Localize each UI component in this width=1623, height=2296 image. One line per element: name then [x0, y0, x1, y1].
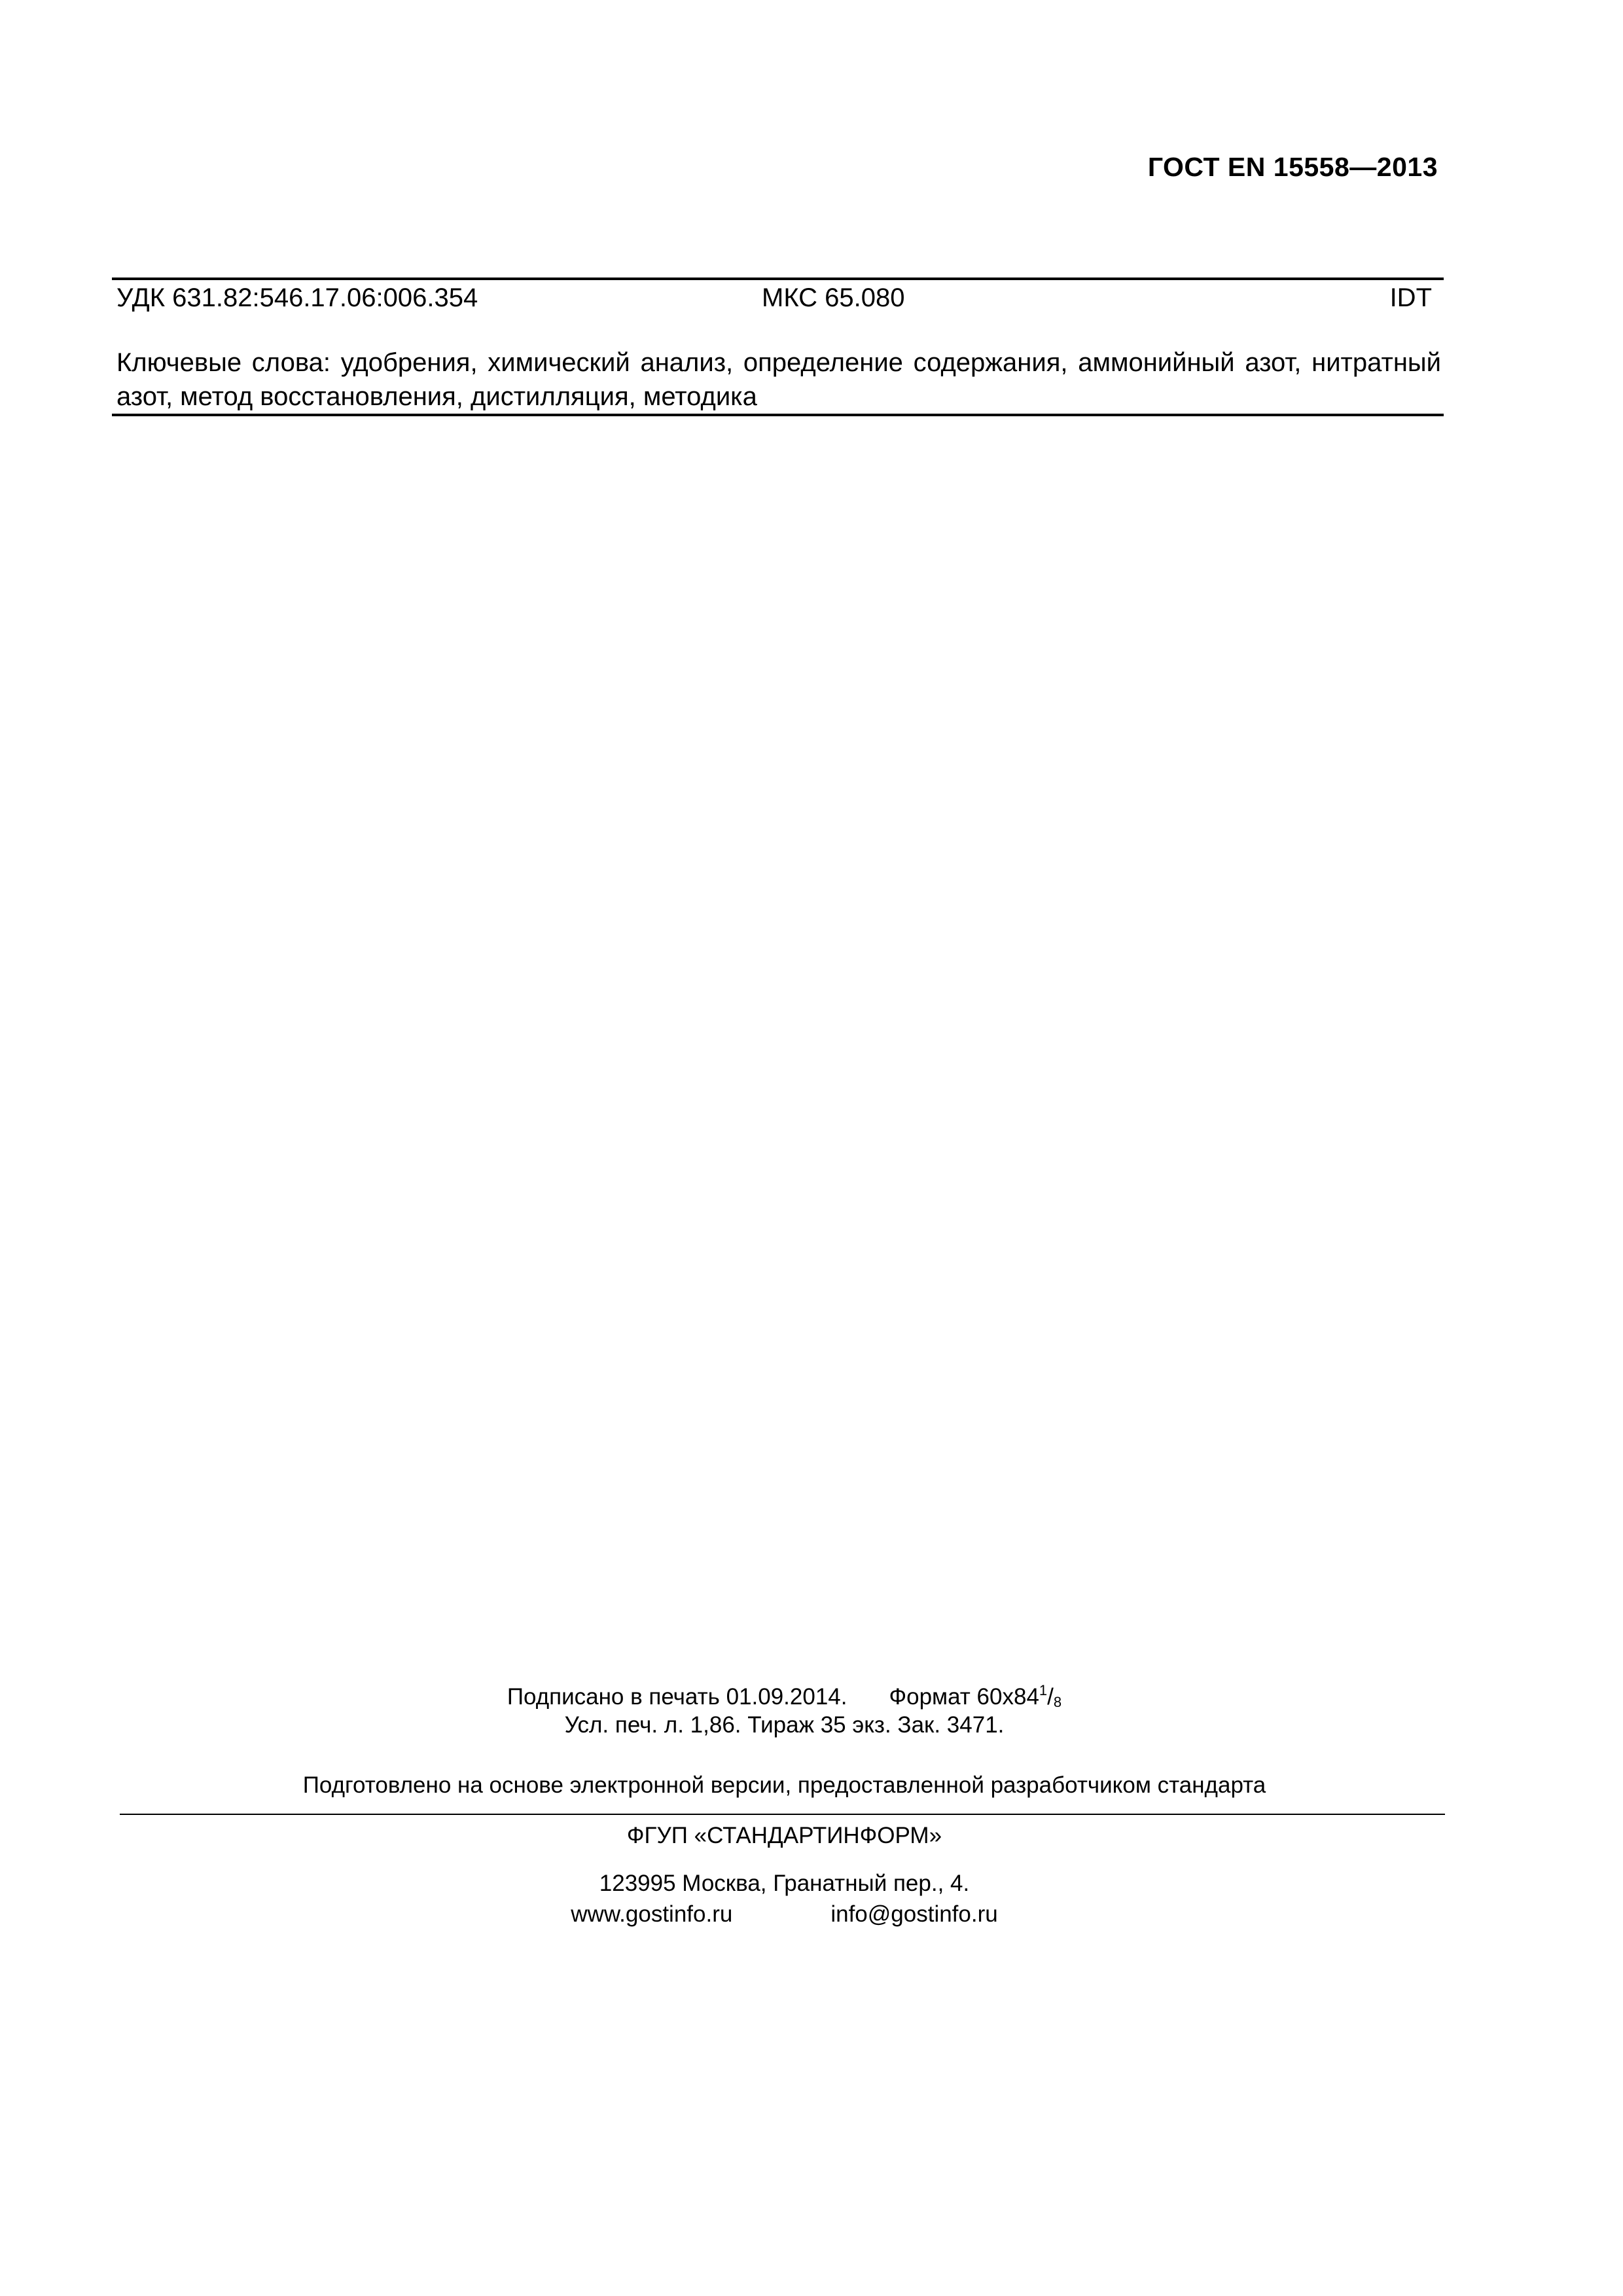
- publisher-address: 123995 Москва, Гранатный пер., 4.: [599, 1871, 970, 1896]
- publisher-contacts: [0, 1901, 1569, 1928]
- classification-line: [116, 283, 1432, 320]
- bottom-rule: [112, 414, 1444, 416]
- signed-date: Подписано в печать 01.09.2014.: [507, 1684, 847, 1710]
- equivalence-code: IDT: [1389, 283, 1432, 312]
- publisher-name: ФГУП «СТАНДАРТИНФОРМ»: [626, 1823, 942, 1848]
- udk-code: УДК 631.82:546.17.06:006.354: [116, 283, 478, 312]
- top-rule: [112, 278, 1444, 280]
- keywords: Ключевые слова: удобрения, химический анализ, определение содержания, аммонийный азот, нитратный азот, метод восстановления, дистилляция, методика: [116, 348, 1441, 411]
- print-format: Формат 60x84: [889, 1684, 1039, 1710]
- publisher-email: info@gostinfo.ru: [830, 1901, 998, 1927]
- publisher-website: www.gostinfo.ru: [571, 1901, 733, 1927]
- print-sheets-line: Усл. печ. л. 1,86. Тираж 35 экз. Зак. 3471.: [564, 1712, 1005, 1738]
- document-code: ГОСТ EN 15558—2013: [1147, 152, 1438, 182]
- format-denominator: 8: [1053, 1694, 1062, 1710]
- prepared-note: Подготовлено на основе электронной версии, предоставленной разработчиком стандарта: [302, 1772, 1266, 1798]
- format-numerator: 1: [1039, 1682, 1048, 1698]
- mks-code: МКС 65.080: [762, 283, 905, 312]
- publisher-rule: [120, 1814, 1445, 1815]
- print-signing-line: Подписано в печать 01.09.2014. Формат $60x84^1/_8$: [507, 1682, 1062, 1710]
